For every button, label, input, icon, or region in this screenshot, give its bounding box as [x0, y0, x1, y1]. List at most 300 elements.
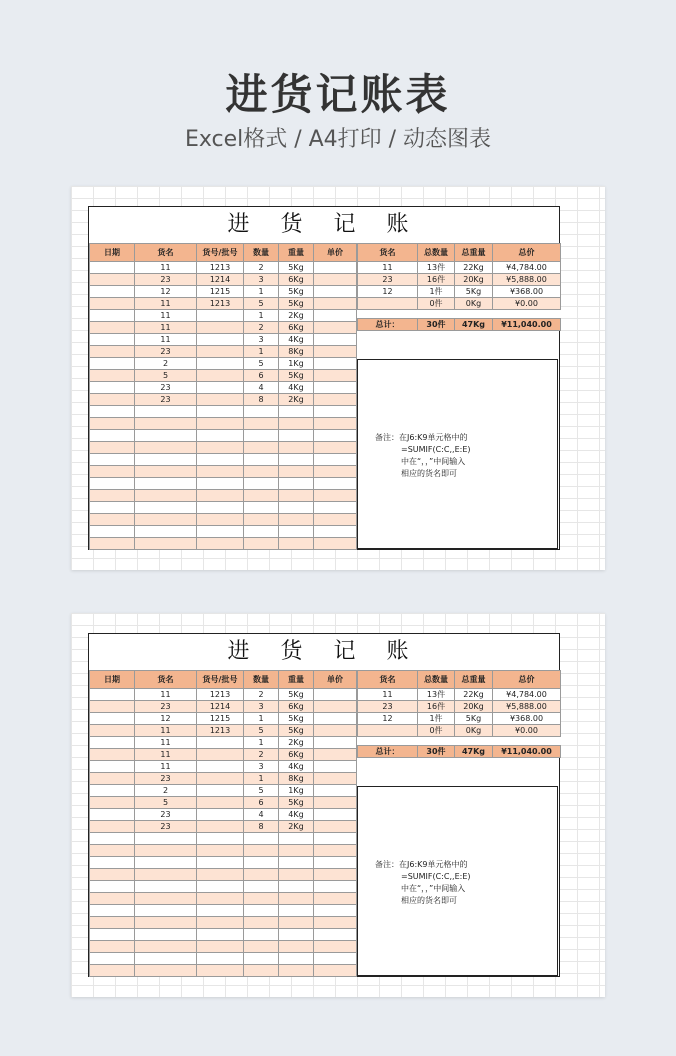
- table-cell[interactable]: 23: [135, 382, 197, 394]
- table-cell[interactable]: [279, 478, 314, 490]
- table-cell[interactable]: 2: [135, 358, 197, 370]
- summary-cell[interactable]: 12: [358, 713, 418, 725]
- table-cell[interactable]: [314, 725, 357, 737]
- table-cell[interactable]: [197, 929, 244, 941]
- table-cell[interactable]: [197, 322, 244, 334]
- table-cell[interactable]: [90, 418, 135, 430]
- table-cell[interactable]: [244, 905, 279, 917]
- summary-cell[interactable]: 13件: [418, 262, 455, 274]
- table-cell[interactable]: [244, 502, 279, 514]
- table-cell[interactable]: [279, 929, 314, 941]
- summary-cell[interactable]: 5Kg: [455, 713, 493, 725]
- table-cell[interactable]: [314, 370, 357, 382]
- table-cell[interactable]: [314, 442, 357, 454]
- table-cell[interactable]: [197, 893, 244, 905]
- table-cell[interactable]: [279, 917, 314, 929]
- table-cell[interactable]: 3: [244, 761, 279, 773]
- table-cell[interactable]: [135, 538, 197, 550]
- table-cell[interactable]: [314, 785, 357, 797]
- table-cell[interactable]: 5: [244, 785, 279, 797]
- table-cell[interactable]: [90, 905, 135, 917]
- table-cell[interactable]: [90, 526, 135, 538]
- table-cell[interactable]: 11: [135, 310, 197, 322]
- table-cell[interactable]: 2Kg: [279, 737, 314, 749]
- table-cell[interactable]: [135, 953, 197, 965]
- table-cell[interactable]: [314, 286, 357, 298]
- table-cell[interactable]: 5: [244, 298, 279, 310]
- table-cell[interactable]: [197, 514, 244, 526]
- table-cell[interactable]: [314, 797, 357, 809]
- table-cell[interactable]: [197, 526, 244, 538]
- table-cell[interactable]: [244, 478, 279, 490]
- table-cell[interactable]: [90, 749, 135, 761]
- table-cell[interactable]: [244, 454, 279, 466]
- table-cell[interactable]: 11: [135, 262, 197, 274]
- table-cell[interactable]: [314, 346, 357, 358]
- table-cell[interactable]: [314, 941, 357, 953]
- table-cell[interactable]: [314, 382, 357, 394]
- table-cell[interactable]: [244, 490, 279, 502]
- table-cell[interactable]: 2Kg: [279, 394, 314, 406]
- table-cell[interactable]: [314, 406, 357, 418]
- table-cell[interactable]: [90, 394, 135, 406]
- table-cell[interactable]: 1: [244, 737, 279, 749]
- summary-cell[interactable]: 0Kg: [455, 298, 493, 310]
- table-cell[interactable]: [197, 845, 244, 857]
- table-cell[interactable]: [279, 514, 314, 526]
- summary-cell[interactable]: [358, 725, 418, 737]
- table-cell[interactable]: 4Kg: [279, 809, 314, 821]
- summary-cell[interactable]: ¥5,888.00: [493, 701, 561, 713]
- table-cell[interactable]: [314, 430, 357, 442]
- table-cell[interactable]: 1: [244, 346, 279, 358]
- table-cell[interactable]: 11: [135, 298, 197, 310]
- table-cell[interactable]: [197, 454, 244, 466]
- table-cell[interactable]: [279, 845, 314, 857]
- table-cell[interactable]: [197, 761, 244, 773]
- table-cell[interactable]: 8: [244, 394, 279, 406]
- table-cell[interactable]: 23: [135, 701, 197, 713]
- table-cell[interactable]: [244, 526, 279, 538]
- summary-cell[interactable]: 22Kg: [455, 689, 493, 701]
- table-cell[interactable]: [197, 785, 244, 797]
- summary-cell[interactable]: ¥0.00: [493, 725, 561, 737]
- table-cell[interactable]: [314, 965, 357, 977]
- table-cell[interactable]: [314, 929, 357, 941]
- table-cell[interactable]: 11: [135, 322, 197, 334]
- table-cell[interactable]: [135, 490, 197, 502]
- table-cell[interactable]: [314, 881, 357, 893]
- table-cell[interactable]: [197, 773, 244, 785]
- table-cell[interactable]: [135, 514, 197, 526]
- table-cell[interactable]: [197, 821, 244, 833]
- table-cell[interactable]: [197, 737, 244, 749]
- table-cell[interactable]: [197, 358, 244, 370]
- table-cell[interactable]: 5Kg: [279, 725, 314, 737]
- table-cell[interactable]: 1215: [197, 713, 244, 725]
- table-cell[interactable]: [135, 430, 197, 442]
- table-cell[interactable]: [197, 917, 244, 929]
- table-cell[interactable]: [90, 286, 135, 298]
- summary-cell[interactable]: 0件: [418, 298, 455, 310]
- table-cell[interactable]: [244, 406, 279, 418]
- summary-cell[interactable]: 5Kg: [455, 286, 493, 298]
- table-cell[interactable]: [314, 322, 357, 334]
- table-cell[interactable]: [314, 821, 357, 833]
- table-cell[interactable]: 11: [135, 725, 197, 737]
- table-cell[interactable]: [90, 809, 135, 821]
- table-cell[interactable]: [279, 905, 314, 917]
- table-cell[interactable]: 2Kg: [279, 821, 314, 833]
- table-cell[interactable]: [90, 785, 135, 797]
- table-cell[interactable]: [314, 538, 357, 550]
- table-cell[interactable]: [197, 310, 244, 322]
- summary-cell[interactable]: ¥4,784.00: [493, 262, 561, 274]
- summary-cell[interactable]: 20Kg: [455, 701, 493, 713]
- table-cell[interactable]: [90, 953, 135, 965]
- table-cell[interactable]: [314, 334, 357, 346]
- table-cell[interactable]: [197, 881, 244, 893]
- table-cell[interactable]: [314, 857, 357, 869]
- table-cell[interactable]: 5Kg: [279, 689, 314, 701]
- table-cell[interactable]: 8Kg: [279, 346, 314, 358]
- table-cell[interactable]: [279, 941, 314, 953]
- table-cell[interactable]: 11: [135, 761, 197, 773]
- table-cell[interactable]: [197, 965, 244, 977]
- table-cell[interactable]: [197, 502, 244, 514]
- summary-cell[interactable]: 1件: [418, 286, 455, 298]
- table-cell[interactable]: 2: [244, 689, 279, 701]
- table-cell[interactable]: 8Kg: [279, 773, 314, 785]
- table-cell[interactable]: [90, 334, 135, 346]
- table-cell[interactable]: [314, 490, 357, 502]
- table-cell[interactable]: [197, 442, 244, 454]
- table-cell[interactable]: 6Kg: [279, 701, 314, 713]
- table-cell[interactable]: [244, 941, 279, 953]
- summary-cell[interactable]: 0件: [418, 725, 455, 737]
- summary-cell[interactable]: ¥368.00: [493, 286, 561, 298]
- table-cell[interactable]: 5Kg: [279, 262, 314, 274]
- table-cell[interactable]: [244, 881, 279, 893]
- table-cell[interactable]: 12: [135, 713, 197, 725]
- table-cell[interactable]: 23: [135, 821, 197, 833]
- table-cell[interactable]: [197, 418, 244, 430]
- summary-cell[interactable]: 23: [358, 701, 418, 713]
- table-cell[interactable]: [90, 773, 135, 785]
- table-cell[interactable]: [314, 773, 357, 785]
- table-cell[interactable]: [314, 310, 357, 322]
- table-cell[interactable]: [197, 905, 244, 917]
- table-cell[interactable]: [279, 490, 314, 502]
- table-cell[interactable]: 5Kg: [279, 286, 314, 298]
- table-cell[interactable]: 2: [244, 262, 279, 274]
- table-cell[interactable]: [244, 893, 279, 905]
- table-cell[interactable]: [90, 274, 135, 286]
- table-cell[interactable]: [314, 514, 357, 526]
- table-cell[interactable]: [90, 797, 135, 809]
- table-cell[interactable]: [135, 857, 197, 869]
- table-cell[interactable]: [244, 869, 279, 881]
- table-cell[interactable]: [135, 941, 197, 953]
- table-cell[interactable]: [314, 869, 357, 881]
- table-cell[interactable]: [90, 917, 135, 929]
- table-cell[interactable]: [90, 869, 135, 881]
- table-cell[interactable]: [197, 953, 244, 965]
- table-cell[interactable]: 1214: [197, 701, 244, 713]
- table-cell[interactable]: 1: [244, 713, 279, 725]
- table-cell[interactable]: [90, 346, 135, 358]
- summary-cell[interactable]: 16件: [418, 274, 455, 286]
- table-cell[interactable]: 6: [244, 370, 279, 382]
- table-cell[interactable]: [279, 965, 314, 977]
- table-cell[interactable]: 3: [244, 274, 279, 286]
- table-cell[interactable]: [244, 430, 279, 442]
- table-cell[interactable]: 1Kg: [279, 358, 314, 370]
- table-cell[interactable]: 5: [244, 358, 279, 370]
- table-cell[interactable]: [90, 490, 135, 502]
- table-cell[interactable]: [314, 713, 357, 725]
- summary-cell[interactable]: 23: [358, 274, 418, 286]
- table-cell[interactable]: 5Kg: [279, 797, 314, 809]
- table-cell[interactable]: [90, 737, 135, 749]
- table-cell[interactable]: 4: [244, 382, 279, 394]
- table-cell[interactable]: [90, 713, 135, 725]
- table-cell[interactable]: [314, 833, 357, 845]
- table-cell[interactable]: 23: [135, 274, 197, 286]
- table-cell[interactable]: [135, 965, 197, 977]
- table-cell[interactable]: 2: [244, 749, 279, 761]
- table-cell[interactable]: [279, 857, 314, 869]
- table-cell[interactable]: [197, 833, 244, 845]
- table-cell[interactable]: [197, 797, 244, 809]
- table-cell[interactable]: 11: [135, 749, 197, 761]
- table-cell[interactable]: [90, 845, 135, 857]
- table-cell[interactable]: 5: [135, 797, 197, 809]
- table-cell[interactable]: 1213: [197, 262, 244, 274]
- table-cell[interactable]: [90, 761, 135, 773]
- table-cell[interactable]: 2: [135, 785, 197, 797]
- table-cell[interactable]: [90, 857, 135, 869]
- table-cell[interactable]: [90, 502, 135, 514]
- summary-cell[interactable]: ¥4,784.00: [493, 689, 561, 701]
- summary-cell[interactable]: 22Kg: [455, 262, 493, 274]
- summary-cell[interactable]: ¥368.00: [493, 713, 561, 725]
- table-cell[interactable]: 4Kg: [279, 382, 314, 394]
- table-cell[interactable]: [197, 749, 244, 761]
- table-cell[interactable]: [279, 953, 314, 965]
- table-cell[interactable]: [279, 454, 314, 466]
- table-cell[interactable]: 1213: [197, 689, 244, 701]
- table-cell[interactable]: [135, 466, 197, 478]
- table-cell[interactable]: [244, 418, 279, 430]
- summary-cell[interactable]: 20Kg: [455, 274, 493, 286]
- summary-cell[interactable]: 16件: [418, 701, 455, 713]
- table-cell[interactable]: [197, 538, 244, 550]
- table-cell[interactable]: [90, 538, 135, 550]
- table-cell[interactable]: [279, 406, 314, 418]
- table-cell[interactable]: [314, 298, 357, 310]
- table-cell[interactable]: [197, 382, 244, 394]
- table-cell[interactable]: [90, 514, 135, 526]
- table-cell[interactable]: 23: [135, 346, 197, 358]
- table-cell[interactable]: [244, 466, 279, 478]
- table-cell[interactable]: [135, 478, 197, 490]
- table-cell[interactable]: 6: [244, 797, 279, 809]
- summary-cell[interactable]: 1件: [418, 713, 455, 725]
- table-cell[interactable]: [90, 689, 135, 701]
- table-cell[interactable]: [90, 833, 135, 845]
- table-cell[interactable]: [135, 845, 197, 857]
- table-cell[interactable]: [90, 406, 135, 418]
- table-cell[interactable]: [279, 869, 314, 881]
- table-cell[interactable]: [314, 478, 357, 490]
- table-cell[interactable]: [314, 809, 357, 821]
- table-cell[interactable]: [90, 430, 135, 442]
- table-cell[interactable]: 1213: [197, 725, 244, 737]
- table-cell[interactable]: [314, 466, 357, 478]
- table-cell[interactable]: [197, 490, 244, 502]
- table-cell[interactable]: [197, 430, 244, 442]
- table-cell[interactable]: 1: [244, 773, 279, 785]
- table-cell[interactable]: 23: [135, 809, 197, 821]
- table-cell[interactable]: [135, 869, 197, 881]
- table-cell[interactable]: 4Kg: [279, 761, 314, 773]
- table-cell[interactable]: [197, 809, 244, 821]
- summary-cell[interactable]: 11: [358, 689, 418, 701]
- table-cell[interactable]: [90, 454, 135, 466]
- table-cell[interactable]: 2Kg: [279, 310, 314, 322]
- table-cell[interactable]: 12: [135, 286, 197, 298]
- table-cell[interactable]: [135, 442, 197, 454]
- table-cell[interactable]: [135, 905, 197, 917]
- table-cell[interactable]: 11: [135, 334, 197, 346]
- table-cell[interactable]: [244, 917, 279, 929]
- table-cell[interactable]: 3: [244, 701, 279, 713]
- table-cell[interactable]: [314, 845, 357, 857]
- table-cell[interactable]: [135, 893, 197, 905]
- table-cell[interactable]: [279, 881, 314, 893]
- table-cell[interactable]: [90, 821, 135, 833]
- table-cell[interactable]: [90, 478, 135, 490]
- summary-cell[interactable]: 13件: [418, 689, 455, 701]
- table-cell[interactable]: [197, 406, 244, 418]
- table-cell[interactable]: [90, 466, 135, 478]
- table-cell[interactable]: [197, 941, 244, 953]
- table-cell[interactable]: [314, 454, 357, 466]
- summary-cell[interactable]: ¥5,888.00: [493, 274, 561, 286]
- table-cell[interactable]: [314, 358, 357, 370]
- table-cell[interactable]: [314, 394, 357, 406]
- table-cell[interactable]: [244, 833, 279, 845]
- summary-cell[interactable]: ¥0.00: [493, 298, 561, 310]
- table-cell[interactable]: [90, 370, 135, 382]
- table-cell[interactable]: 11: [135, 689, 197, 701]
- table-cell[interactable]: [135, 833, 197, 845]
- table-cell[interactable]: [279, 526, 314, 538]
- table-cell[interactable]: 1214: [197, 274, 244, 286]
- table-cell[interactable]: [314, 917, 357, 929]
- table-cell[interactable]: 11: [135, 737, 197, 749]
- table-cell[interactable]: 1213: [197, 298, 244, 310]
- table-cell[interactable]: [314, 737, 357, 749]
- table-cell[interactable]: [135, 526, 197, 538]
- table-cell[interactable]: [90, 929, 135, 941]
- table-cell[interactable]: 4: [244, 809, 279, 821]
- table-cell[interactable]: [314, 689, 357, 701]
- table-cell[interactable]: [197, 466, 244, 478]
- table-cell[interactable]: [314, 953, 357, 965]
- table-cell[interactable]: [90, 322, 135, 334]
- table-cell[interactable]: [314, 526, 357, 538]
- table-cell[interactable]: [135, 502, 197, 514]
- table-cell[interactable]: 5Kg: [279, 370, 314, 382]
- table-cell[interactable]: [90, 358, 135, 370]
- table-cell[interactable]: [90, 965, 135, 977]
- table-cell[interactable]: [279, 538, 314, 550]
- table-cell[interactable]: [314, 262, 357, 274]
- table-cell[interactable]: [197, 346, 244, 358]
- table-cell[interactable]: [314, 418, 357, 430]
- table-cell[interactable]: 1: [244, 310, 279, 322]
- table-cell[interactable]: [244, 965, 279, 977]
- table-cell[interactable]: [314, 749, 357, 761]
- table-cell[interactable]: [314, 701, 357, 713]
- table-cell[interactable]: [135, 929, 197, 941]
- table-cell[interactable]: [135, 454, 197, 466]
- table-cell[interactable]: 6Kg: [279, 322, 314, 334]
- summary-cell[interactable]: 12: [358, 286, 418, 298]
- table-cell[interactable]: [90, 262, 135, 274]
- table-cell[interactable]: [279, 833, 314, 845]
- summary-cell[interactable]: 11: [358, 262, 418, 274]
- table-cell[interactable]: [90, 310, 135, 322]
- table-cell[interactable]: [279, 466, 314, 478]
- summary-cell[interactable]: [358, 298, 418, 310]
- table-cell[interactable]: 8: [244, 821, 279, 833]
- table-cell[interactable]: 6Kg: [279, 749, 314, 761]
- table-cell[interactable]: 6Kg: [279, 274, 314, 286]
- table-cell[interactable]: [197, 334, 244, 346]
- table-cell[interactable]: 4Kg: [279, 334, 314, 346]
- table-cell[interactable]: [90, 298, 135, 310]
- table-cell[interactable]: [90, 881, 135, 893]
- table-cell[interactable]: [197, 370, 244, 382]
- table-cell[interactable]: [244, 538, 279, 550]
- table-cell[interactable]: 5: [135, 370, 197, 382]
- table-cell[interactable]: 1: [244, 286, 279, 298]
- table-cell[interactable]: [244, 953, 279, 965]
- table-cell[interactable]: [314, 893, 357, 905]
- table-cell[interactable]: 1Kg: [279, 785, 314, 797]
- table-cell[interactable]: [314, 274, 357, 286]
- table-cell[interactable]: 5Kg: [279, 713, 314, 725]
- table-cell[interactable]: [197, 394, 244, 406]
- table-cell[interactable]: [244, 442, 279, 454]
- table-cell[interactable]: [90, 701, 135, 713]
- table-cell[interactable]: 2: [244, 322, 279, 334]
- table-cell[interactable]: [90, 725, 135, 737]
- table-cell[interactable]: [314, 502, 357, 514]
- table-cell[interactable]: 1215: [197, 286, 244, 298]
- table-cell[interactable]: [279, 893, 314, 905]
- table-cell[interactable]: [279, 502, 314, 514]
- table-cell[interactable]: [279, 430, 314, 442]
- table-cell[interactable]: [90, 893, 135, 905]
- table-cell[interactable]: [197, 478, 244, 490]
- table-cell[interactable]: [244, 857, 279, 869]
- table-cell[interactable]: 23: [135, 394, 197, 406]
- table-cell[interactable]: [244, 514, 279, 526]
